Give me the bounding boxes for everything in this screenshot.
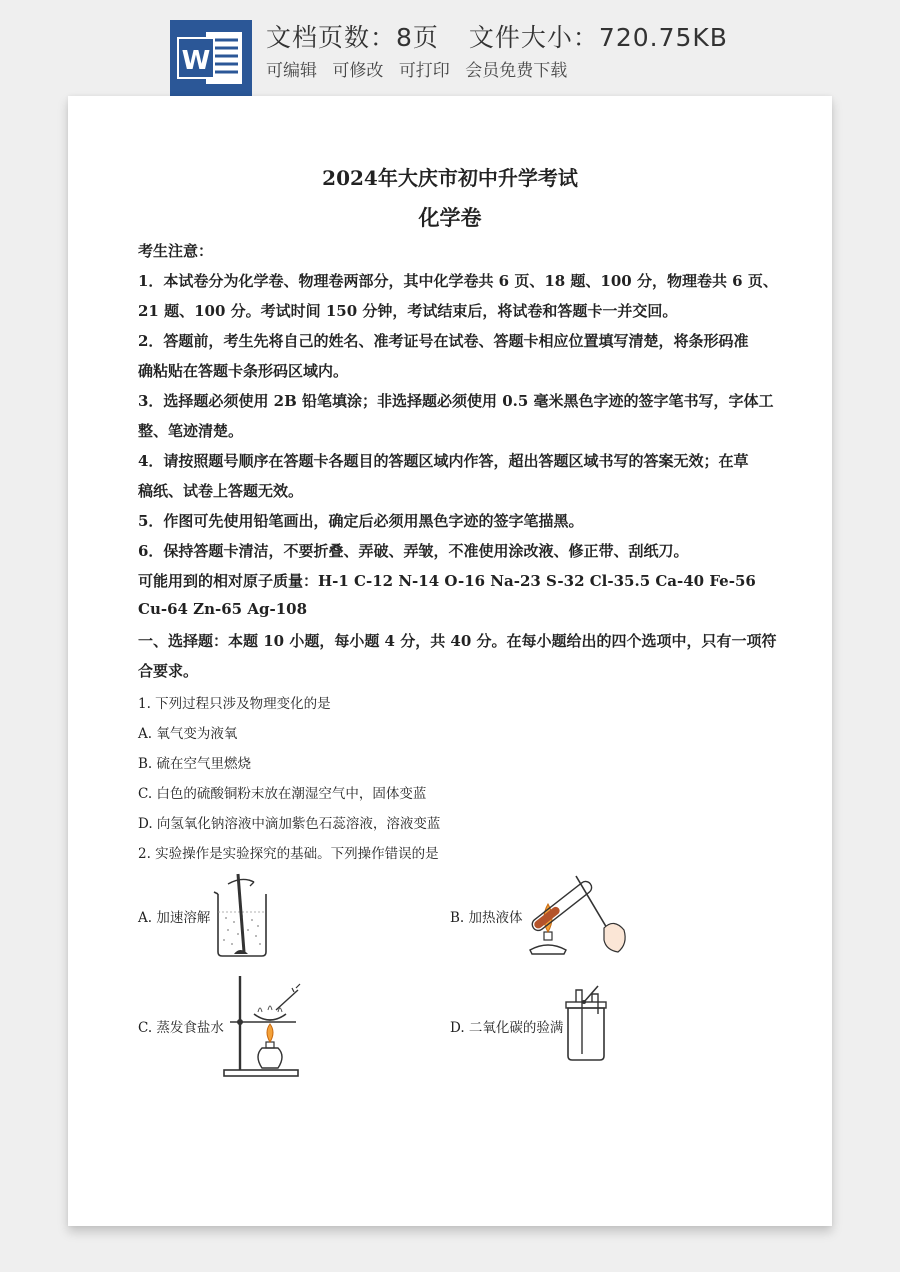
exam-title: 2024年大庆市初中升学考试: [322, 166, 578, 190]
notice-line: 3．选择题必须使用 2B 铅笔填涂；非选择题必须使用 0.5 毫米黑色字迹的签字笔书写，字体工: [138, 392, 774, 410]
file-size-label: 文件大小：720.75KB: [468, 23, 728, 52]
question-2-option-a: A. 加速溶解: [138, 910, 211, 926]
notice-line: 21 题、100 分。考试时间 150 分钟，考试结束后，将试卷和答题卡一并交回。: [138, 302, 678, 320]
document-page: [68, 96, 832, 1226]
section-heading: 合要求。: [138, 662, 199, 680]
question-1-option: C. 白色的硫酸铜粉末放在潮湿空气中，固体变蓝: [138, 786, 427, 802]
question-2-option-d: D. 二氧化碳的验满: [450, 1020, 564, 1036]
question-1-option: A. 氧气变为液氧: [138, 726, 238, 742]
question-1-option: B. 硫在空气里燃烧: [138, 756, 252, 772]
notice-line: 6．保持答题卡清洁，不要折叠、弄破、弄皱，不准使用涂改液、修正带、刮纸刀。: [138, 542, 689, 560]
heating-test-tube-illustration: [520, 870, 630, 960]
doc-meta-line: [266, 18, 728, 54]
notice-line: 5．作图可先使用铅笔画出，确定后必须用黑色字迹的签字笔描黑。: [138, 512, 584, 530]
beaker-stirring-illustration: [208, 870, 278, 962]
question-1-option: D. 向氢氧化钠溶液中滴加紫色石蕊溶液，溶液变蓝: [138, 816, 441, 832]
notice-line: 稿纸、试卷上答题无效。: [138, 482, 304, 500]
atomic-mass-line: 可能用到的相对原子质量：H-1 C-12 N-14 O-16 Na-23 S-32 Cl-35.5 Ca-40 Fe-56: [138, 572, 756, 590]
question-1-stem: 1. 下列过程只涉及物理变化的是: [138, 696, 331, 712]
feature-modifiable: 可修改: [332, 61, 384, 81]
feature-member-download: 会员免费下载: [465, 61, 568, 81]
notice-line: 1．本试卷分为化学卷、物理卷两部分，其中化学卷共 6 页、18 题、100 分，物理卷共 6 页、: [138, 272, 778, 290]
word-icon: [170, 20, 252, 96]
exam-subtitle: 化学卷: [418, 205, 482, 230]
question-2-option-b: B. 加热液体: [450, 910, 523, 926]
feature-printable: 可打印: [398, 61, 450, 81]
notice-heading: 考生注意：: [138, 242, 214, 260]
atomic-mass-line: Cu-64 Zn-65 Ag-108: [138, 600, 308, 618]
notice-line: 整、笔迹清楚。: [138, 422, 244, 440]
doc-info-header: [0, 0, 900, 96]
question-2-option-c: C. 蒸发食盐水: [138, 1020, 224, 1036]
page-count-label: 文档页数：8页: [266, 23, 439, 52]
gas-bottle-illustration: [562, 984, 612, 1064]
section-heading: 一、选择题：本题 10 小题，每小题 4 分，共 40 分。在每小题给出的四个选项中，只有一项符: [138, 632, 777, 650]
svg-text:W: W: [181, 46, 211, 76]
evaporation-setup-illustration: [218, 970, 308, 1080]
feature-editable: 可编辑: [266, 61, 317, 81]
doc-features: [266, 56, 577, 81]
question-2-stem: 2. 实验操作是实验探究的基础。下列操作错误的是: [138, 846, 439, 862]
notice-line: 2．答题前，考生先将自己的姓名、准考证号在试卷、答题卡相应位置填写清楚，将条形码准: [138, 332, 749, 350]
notice-line: 4．请按照题号顺序在答题卡各题目的答题区域内作答，超出答题区域书写的答案无效；在草: [138, 452, 749, 470]
notice-line: 确粘贴在答题卡条形码区域内。: [138, 362, 349, 380]
